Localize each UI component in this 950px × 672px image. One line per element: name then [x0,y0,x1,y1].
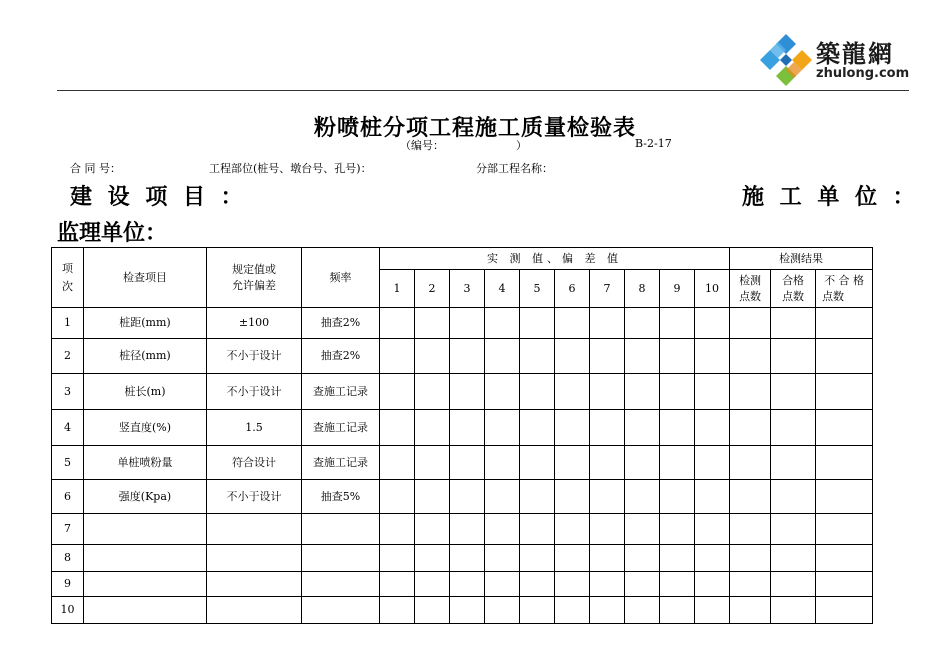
cell-measured-1 [380,597,415,624]
cell-measured-7 [590,597,625,624]
cell-item: 单桩喷粉量 [84,446,207,480]
header-measured-values: 实 测 值、偏 差 值 [380,248,730,270]
header-col-10: 10 [695,270,730,308]
cell-measured-3 [450,545,485,572]
cell-measured-2 [415,545,450,572]
cell-measured-8 [625,545,660,572]
cell-passed-points [771,339,816,374]
cell-checked-points [730,545,771,572]
contract-label: 合 同 号： [70,162,121,175]
cell-measured-2 [415,446,450,480]
cell-measured-1 [380,339,415,374]
cell-measured-8 [625,446,660,480]
cell-measured-10 [695,446,730,480]
cell-item [84,572,207,597]
cell-measured-4 [485,597,520,624]
cell-measured-6 [555,374,590,410]
cell-failed-points [816,308,873,339]
cell-measured-6 [555,597,590,624]
cell-measured-5 [520,597,555,624]
cell-item: 桩距(mm) [84,308,207,339]
cell-no: 2 [52,339,84,374]
table-row [52,480,873,514]
cell-measured-4 [485,446,520,480]
cell-no: 9 [52,572,84,597]
cell-spec [207,597,302,624]
cell-measured-2 [415,480,450,514]
subproject-label: 分部工程名称： [476,162,553,175]
construction-project-label: 建 设 项 目 ： [70,184,247,210]
cell-measured-6 [555,480,590,514]
header-col-7: 7 [590,270,625,308]
cell-checked-points [730,480,771,514]
cell-measured-8 [625,514,660,545]
cell-measured-6 [555,308,590,339]
cell-spec: 符合设计 [207,446,302,480]
cell-checked-points [730,597,771,624]
cell-failed-points [816,446,873,480]
cell-spec [207,514,302,545]
cell-measured-6 [555,446,590,480]
cell-measured-1 [380,514,415,545]
cell-spec [207,572,302,597]
cell-frequency: 抽查2% [302,339,380,374]
cell-measured-4 [485,480,520,514]
cell-no: 8 [52,545,84,572]
cell-item: 桩径(mm) [84,339,207,374]
logo-brand-en: zhulong.com [816,66,910,81]
inspection-table [51,247,873,624]
cell-measured-8 [625,597,660,624]
cell-item [84,597,207,624]
cell-measured-4 [485,572,520,597]
cell-failed-points [816,572,873,597]
serial-close: ） [516,139,527,152]
cell-measured-9 [660,480,695,514]
form-title: 粉喷桩分项工程施工质量检验表 [313,115,636,141]
header-frequency: 频率 [302,248,380,308]
table-row [52,572,873,597]
cell-passed-points [771,572,816,597]
cell-measured-9 [660,339,695,374]
cell-failed-points [816,480,873,514]
cell-item: 竖直度(%) [84,410,207,446]
cell-measured-1 [380,446,415,480]
cell-measured-6 [555,514,590,545]
cell-measured-5 [520,572,555,597]
table-row [52,374,873,410]
logo-brand-cn: 築龍網 [816,39,894,68]
cell-measured-5 [520,308,555,339]
cell-measured-8 [625,480,660,514]
cell-measured-6 [555,339,590,374]
header-col-1: 1 [380,270,415,308]
cell-passed-points [771,514,816,545]
cell-measured-7 [590,446,625,480]
cell-failed-points [816,597,873,624]
cell-checked-points [730,572,771,597]
cell-measured-4 [485,374,520,410]
cell-frequency: 查施工记录 [302,410,380,446]
cell-measured-9 [660,545,695,572]
cell-measured-7 [590,514,625,545]
serial-label: （编号： [400,139,444,152]
cell-checked-points [730,374,771,410]
cell-passed-points [771,410,816,446]
cell-measured-7 [590,480,625,514]
cell-measured-1 [380,410,415,446]
cell-failed-points [816,339,873,374]
cell-no: 10 [52,597,84,624]
cell-spec: ±100 [207,308,302,339]
header-col-6: 6 [555,270,590,308]
cell-measured-5 [520,480,555,514]
header-item: 检查项目 [84,248,207,308]
header-spec-line2: 允许偏差 [232,278,276,292]
cell-checked-points [730,339,771,374]
cell-measured-7 [590,410,625,446]
table-row [52,597,873,624]
cell-measured-4 [485,545,520,572]
cell-passed-points [771,545,816,572]
header-divider [57,90,909,91]
cell-measured-8 [625,410,660,446]
cell-measured-10 [695,410,730,446]
cell-measured-7 [590,308,625,339]
cell-frequency [302,597,380,624]
cell-no: 7 [52,514,84,545]
zhulong-logo [758,30,908,88]
cell-measured-9 [660,446,695,480]
cell-item [84,514,207,545]
cell-frequency [302,514,380,545]
cell-measured-3 [450,374,485,410]
cell-failed-points [816,410,873,446]
cell-passed-points [771,446,816,480]
header-test-results: 检测结果 [730,248,873,270]
cell-measured-7 [590,339,625,374]
contractor-label: 施 工 单 位 ： [742,184,919,210]
cell-measured-9 [660,572,695,597]
cell-measured-6 [555,572,590,597]
cell-measured-3 [450,446,485,480]
cell-measured-2 [415,597,450,624]
cell-measured-5 [520,410,555,446]
cell-measured-2 [415,308,450,339]
cell-measured-3 [450,572,485,597]
cell-measured-8 [625,339,660,374]
cell-measured-8 [625,308,660,339]
cell-measured-10 [695,339,730,374]
cell-measured-4 [485,339,520,374]
header-col-2: 2 [415,270,450,308]
cell-checked-points [730,446,771,480]
cell-measured-10 [695,514,730,545]
cell-failed-points [816,374,873,410]
form-code: B-2-17 [635,137,672,150]
header-col-9: 9 [660,270,695,308]
cell-measured-3 [450,410,485,446]
cell-passed-points [771,308,816,339]
logo-icon [758,32,814,88]
cell-measured-4 [485,308,520,339]
cell-measured-10 [695,597,730,624]
table-row [52,545,873,572]
cell-measured-2 [415,374,450,410]
cell-failed-points [816,514,873,545]
cell-spec: 1.5 [207,410,302,446]
table-row [52,410,873,446]
cell-measured-2 [415,339,450,374]
cell-checked-points [730,410,771,446]
cell-frequency: 抽查2% [302,308,380,339]
header-spec [207,248,302,308]
cell-measured-1 [380,572,415,597]
cell-measured-7 [590,572,625,597]
cell-measured-3 [450,339,485,374]
cell-measured-5 [520,339,555,374]
header-col-3: 3 [450,270,485,308]
cell-failed-points [816,545,873,572]
cell-measured-2 [415,572,450,597]
cell-measured-3 [450,514,485,545]
cell-measured-1 [380,374,415,410]
header-checked-points: 检测 点数 [730,270,771,308]
cell-measured-9 [660,308,695,339]
cell-measured-8 [625,374,660,410]
cell-frequency: 查施工记录 [302,374,380,410]
cell-passed-points [771,480,816,514]
supervisor-label: 监理单位： [57,220,168,246]
table-body [52,308,873,624]
cell-measured-5 [520,545,555,572]
cell-checked-points [730,308,771,339]
cell-measured-10 [695,545,730,572]
cell-measured-6 [555,545,590,572]
cell-measured-1 [380,545,415,572]
table-row [52,308,873,339]
cell-item [84,545,207,572]
cell-measured-7 [590,545,625,572]
cell-no: 6 [52,480,84,514]
cell-no: 4 [52,410,84,446]
cell-passed-points [771,597,816,624]
header-passed-points: 合格 点数 [771,270,816,308]
cell-measured-10 [695,308,730,339]
cell-measured-6 [555,410,590,446]
cell-measured-5 [520,514,555,545]
header-failed-points: 不 合 格 点数 [816,270,873,308]
cell-measured-3 [450,480,485,514]
cell-measured-9 [660,597,695,624]
cell-passed-points [771,374,816,410]
cell-no: 1 [52,308,84,339]
cell-measured-3 [450,308,485,339]
cell-measured-8 [625,572,660,597]
cell-measured-4 [485,514,520,545]
cell-measured-2 [415,514,450,545]
cell-measured-1 [380,480,415,514]
cell-frequency: 抽查5% [302,480,380,514]
cell-no: 3 [52,374,84,410]
cell-measured-9 [660,374,695,410]
cell-measured-1 [380,308,415,339]
location-label: 工程部位(桩号、墩台号、孔号)： [209,162,372,175]
header-col-4: 4 [485,270,520,308]
header-no: 项次 [52,248,84,308]
table-row [52,514,873,545]
header-col-8: 8 [625,270,660,308]
cell-item: 强度(Kpa) [84,480,207,514]
header-col-5: 5 [520,270,555,308]
cell-measured-9 [660,514,695,545]
table-row [52,339,873,374]
cell-measured-7 [590,374,625,410]
table-row [52,446,873,480]
cell-measured-10 [695,480,730,514]
cell-frequency [302,572,380,597]
cell-measured-2 [415,410,450,446]
cell-item: 桩长(m) [84,374,207,410]
cell-checked-points [730,514,771,545]
cell-measured-5 [520,374,555,410]
cell-measured-4 [485,410,520,446]
cell-measured-10 [695,374,730,410]
cell-frequency: 查施工记录 [302,446,380,480]
cell-measured-10 [695,572,730,597]
cell-spec: 不小于设计 [207,339,302,374]
cell-measured-9 [660,410,695,446]
cell-spec: 不小于设计 [207,480,302,514]
cell-spec: 不小于设计 [207,374,302,410]
cell-measured-3 [450,597,485,624]
cell-spec [207,545,302,572]
cell-frequency [302,545,380,572]
cell-measured-5 [520,446,555,480]
cell-no: 5 [52,446,84,480]
header-spec-line1: 规定值或 [232,262,276,276]
